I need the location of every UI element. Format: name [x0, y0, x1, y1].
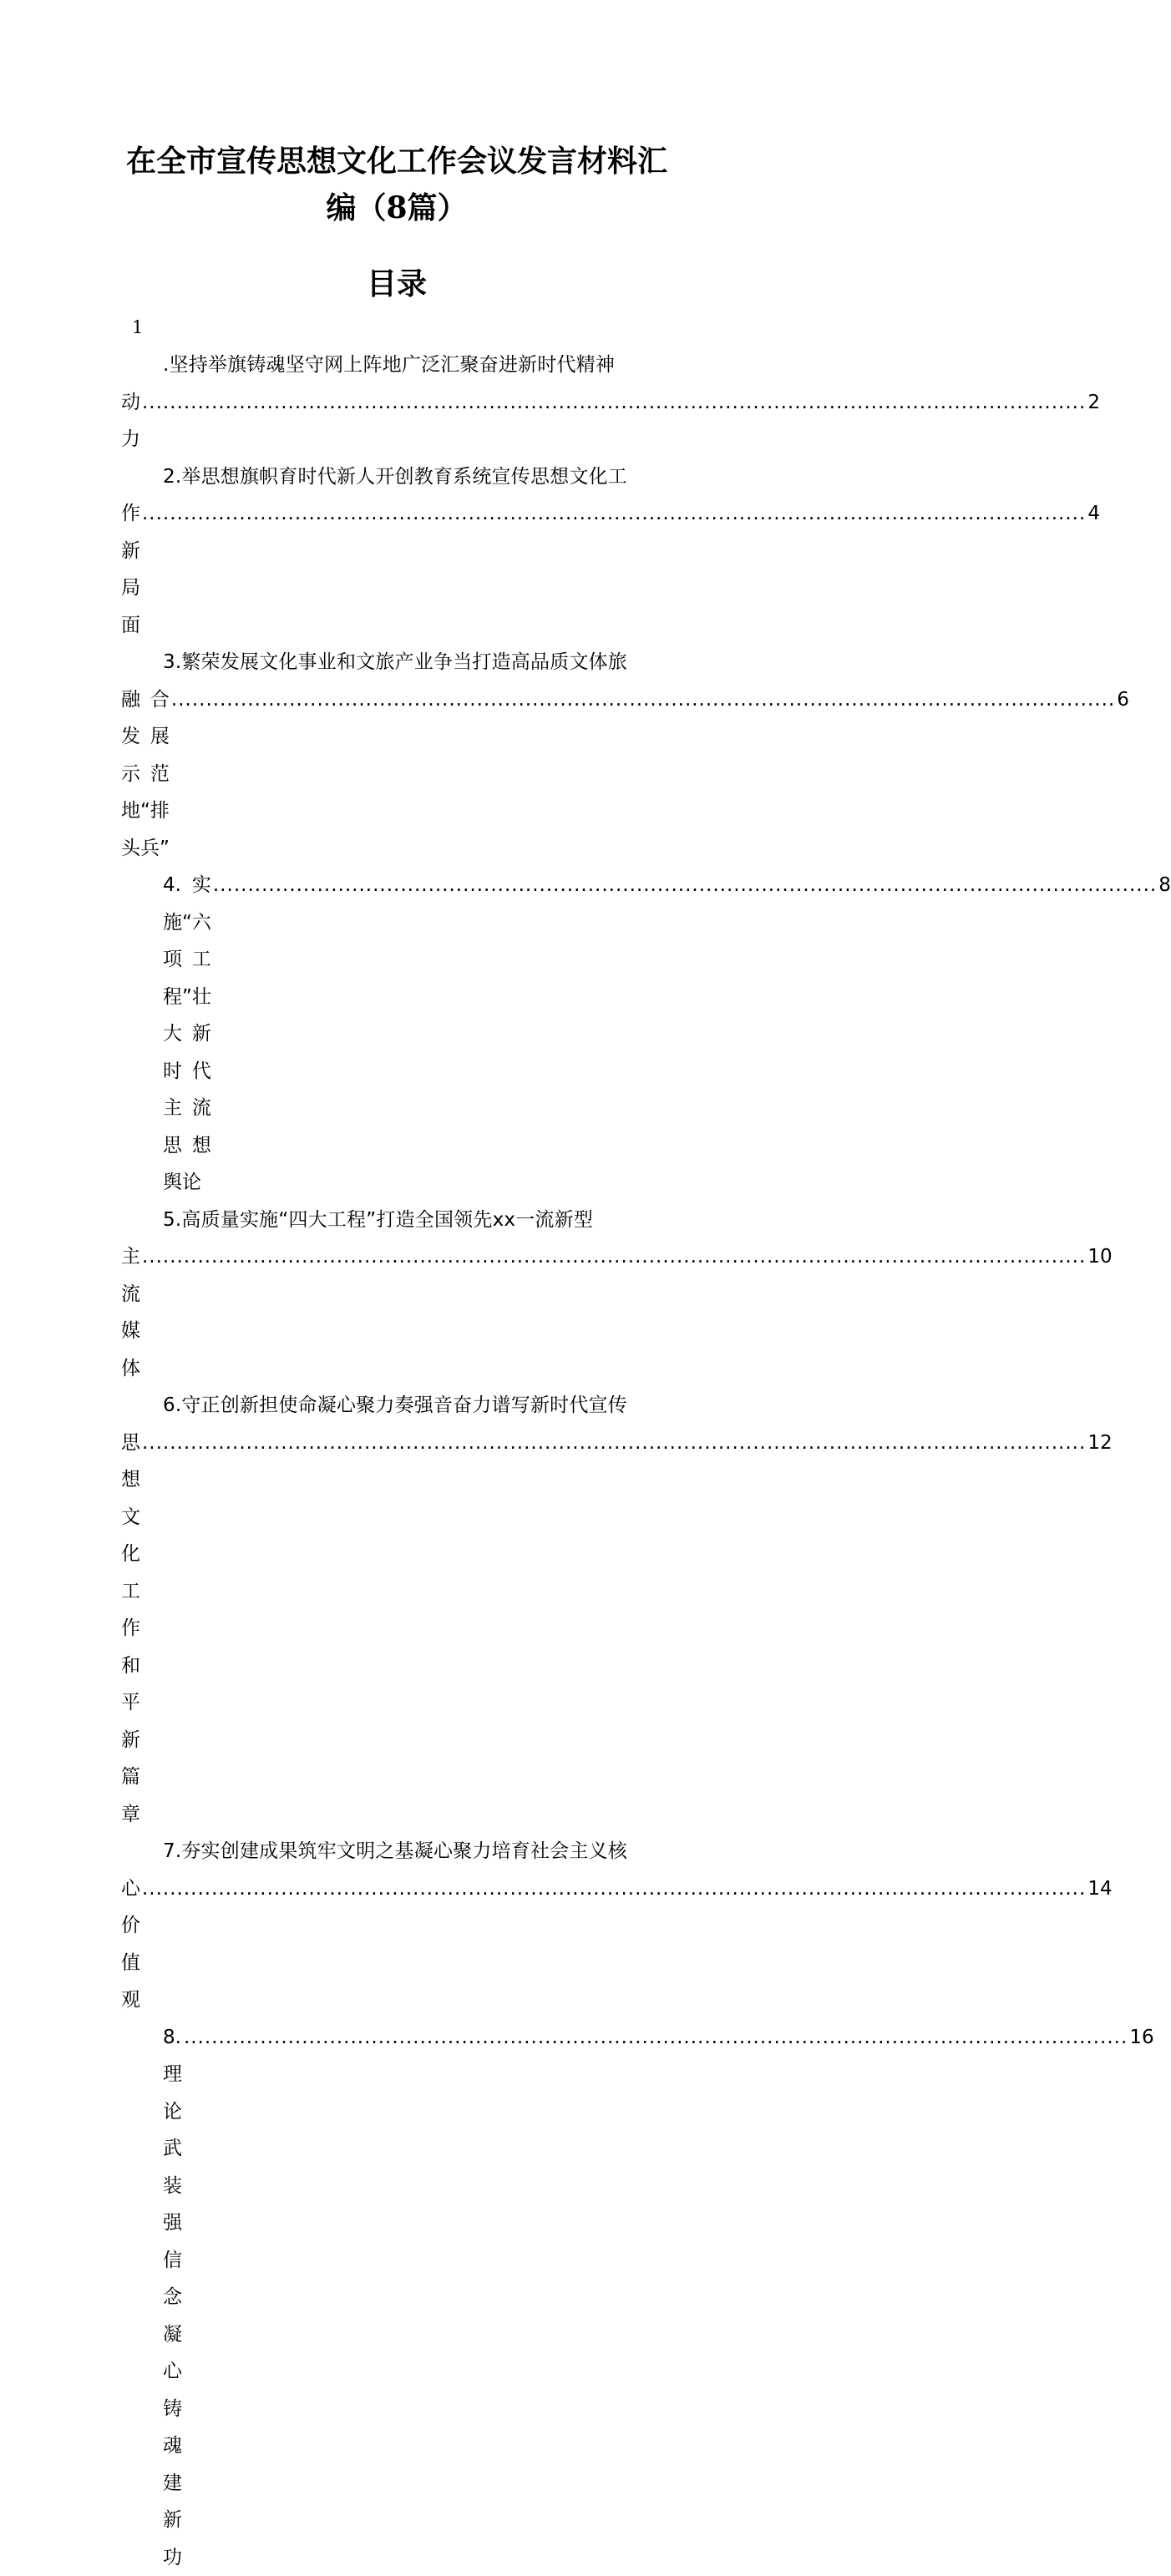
toc-entry-line: 3.繁荣发展文化事业和文旅产业争当打造高品质文体旅: [121, 644, 673, 681]
toc-leader-dots: ........................................................................................................................................: [142, 495, 1086, 533]
toc-entry-text: 动力: [121, 384, 140, 458]
toc-entry-text: 8.理论武装强信念凝心铸魂建新功: [163, 2019, 182, 2576]
toc-entry-tail: [121, 495, 673, 644]
toc-entry-tail: [121, 384, 673, 458]
toc-entry-text: 心价值观: [121, 1870, 140, 2019]
toc-entry-2[interactable]: [121, 458, 673, 645]
toc-entry-tail: [121, 681, 673, 868]
toc-entry-text: 作新局面: [121, 495, 140, 644]
toc-entry-text: 融合发展示范地“排头兵”: [121, 681, 170, 868]
toc-entry-1[interactable]: [121, 347, 673, 458]
toc-entry-3[interactable]: [121, 644, 673, 867]
toc-entry-text: 主流媒体: [121, 1238, 140, 1387]
toc-leader-dots: ........................................................................................................................................: [142, 1425, 1086, 1462]
toc-page-number: 2: [1087, 384, 1100, 422]
toc-entry-line: 2.举思想旗帜育时代新人开创教育系统宣传思想文化工: [121, 458, 673, 496]
toc-page-number: 4: [1087, 495, 1100, 533]
toc-page-number: 12: [1087, 1425, 1112, 1462]
toc-page-number: 10: [1087, 1238, 1112, 1276]
toc-entry-tail: [121, 1238, 673, 1387]
document-title-line-2: 编（8篇）: [117, 185, 677, 231]
stray-page-number: 1: [132, 316, 143, 339]
document-title: [117, 138, 677, 231]
toc-leader-dots: ........................................................................................................................................: [213, 867, 1157, 904]
toc-entry-4[interactable]: [121, 867, 673, 1202]
toc-page-number: 6: [1117, 681, 1129, 719]
toc-entry-8[interactable]: [121, 2019, 673, 2576]
toc-entry-tail: [121, 2019, 673, 2576]
toc-page-number: 8: [1158, 867, 1171, 904]
toc-entry-5[interactable]: [121, 1202, 673, 1388]
toc-entry-text: 思想文化工作和平新篇章: [121, 1425, 140, 1834]
toc-page-number: 14: [1087, 1870, 1112, 1908]
toc-entry-line: 6.守正创新担使命凝心聚力奏强音奋力谱写新时代宣传: [121, 1387, 673, 1425]
toc-entry-tail: [121, 867, 673, 1202]
document-page: [0, 0, 793, 1122]
toc-entry-6[interactable]: [121, 1387, 673, 1833]
toc-leader-dots: ........................................................................................................................................: [142, 1870, 1086, 1908]
document-title-line-1: 在全市宣传思想文化工作会议发言材料汇: [117, 138, 677, 185]
toc-leader-dots: ........................................................................................................................................: [142, 1238, 1086, 1276]
toc-leader-dots: ........................................................................................................................................: [142, 384, 1086, 422]
toc-leader-dots: ........................................................................................................................................: [171, 681, 1115, 719]
toc-entry-tail: [121, 1870, 673, 2019]
toc-entry-line: .坚持举旗铸魂坚守网上阵地广泛汇聚奋进新时代精神: [121, 347, 673, 384]
toc-leader-dots: ........................................................................................................................................: [184, 2019, 1128, 2057]
table-of-contents: [121, 347, 673, 2576]
toc-entry-7[interactable]: [121, 1833, 673, 2019]
toc-heading: 目录: [0, 261, 793, 307]
toc-page-number: 16: [1129, 2019, 1153, 2057]
toc-entry-line: 7.夯实创建成果筑牢文明之基凝心聚力培育社会主义核: [121, 1833, 673, 1870]
toc-entry-line: 5.高质量实施“四大工程”打造全国领先xx一流新型: [121, 1202, 673, 1239]
toc-entry-text: 4.实施“六项工程”壮大新时代主流思想舆论: [163, 867, 211, 1202]
toc-entry-tail: [121, 1425, 673, 1834]
